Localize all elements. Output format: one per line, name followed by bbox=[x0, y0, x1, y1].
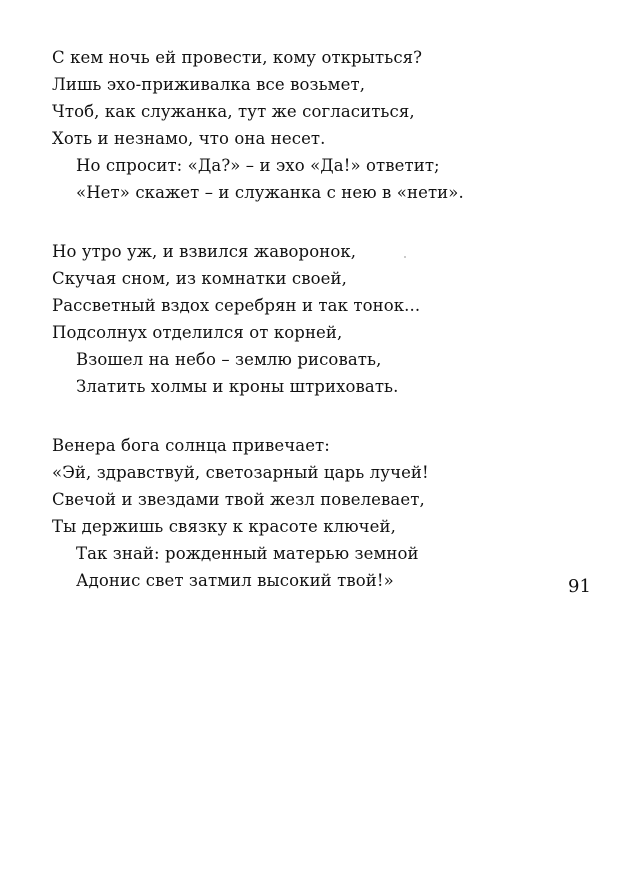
verse-line-indented: Адонис свет затмил высокий твой!» bbox=[76, 571, 394, 590]
verse-line: С кем ночь ей провести, кому открыться? bbox=[52, 48, 423, 67]
verse-line: Ты держишь связку к красоте ключей, bbox=[52, 517, 396, 536]
verse-line-indented: Но спросит: «Да?» – и эхо «Да!» ответит; bbox=[76, 156, 440, 175]
verse-line: Хоть и незнамо, что она несет. bbox=[52, 129, 326, 148]
stanza-1 bbox=[52, 44, 572, 206]
verse-line: «Эй, здравствуй, светозарный царь лучей! bbox=[52, 463, 429, 482]
verse-line: Рассветный вздох серебрян и так тонок... bbox=[52, 296, 421, 315]
verse-line-indented: «Нет» скажет – и служанка с нею в «нети». bbox=[76, 183, 464, 202]
verse-line: Свечой и звездами твой жезл повелевает, bbox=[52, 490, 425, 509]
scan-speck bbox=[404, 256, 406, 258]
verse-line: Но утро уж, и взвился жаворонок, bbox=[52, 242, 357, 261]
verse-line-indented: Так знай: рожденный матерью земной bbox=[76, 544, 419, 563]
stanza-3 bbox=[52, 432, 572, 594]
verse-line: Чтоб, как служанка, тут же согласиться, bbox=[52, 102, 415, 121]
verse-line-indented: Взошел на небо – землю рисовать, bbox=[76, 350, 382, 369]
verse-line-indented: Златить холмы и кроны штриховать. bbox=[76, 377, 399, 396]
page-number: 91 bbox=[568, 576, 591, 597]
verse-line: Скучая сном, из комнатки своей, bbox=[52, 269, 347, 288]
verse-line: Подсолнух отделился от корней, bbox=[52, 323, 343, 342]
verse-line: Венера бога солнца привечает: bbox=[52, 436, 330, 455]
verse-line: Лишь эхо-приживалка все возьмет, bbox=[52, 75, 366, 94]
stanza-2 bbox=[52, 238, 572, 400]
